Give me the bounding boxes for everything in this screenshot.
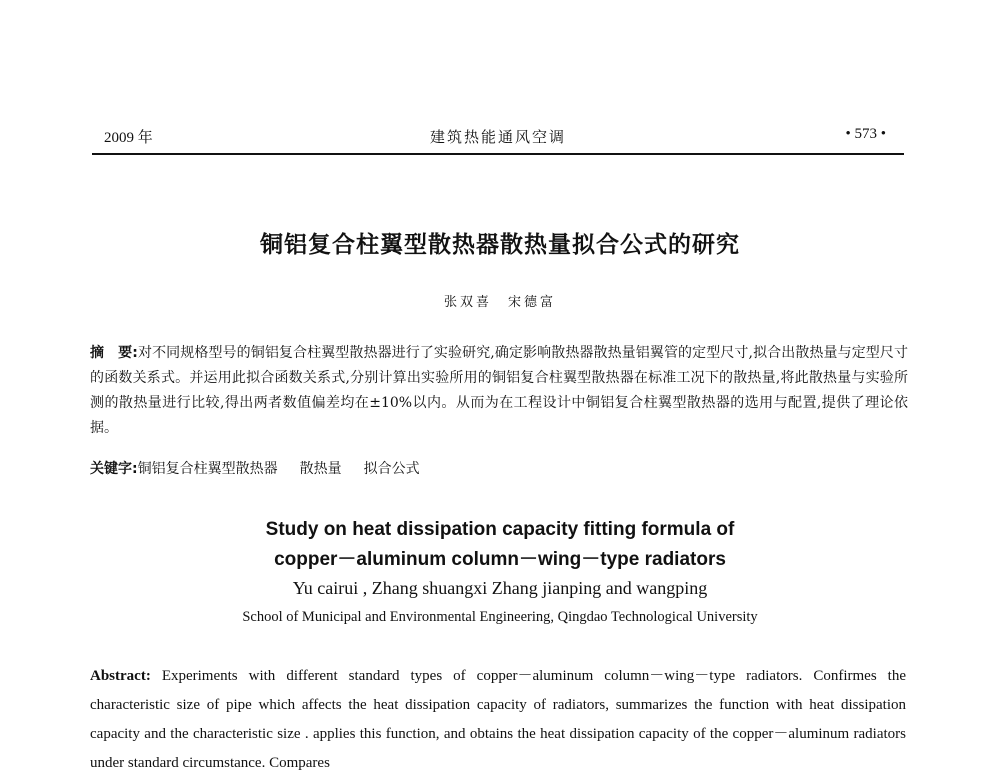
abstract-chinese-text: 对不同规格型号的铜铝复合柱翼型散热器进行了实验研究,确定影响散热器散热量铝翼管的定型尺寸,拟合出散热量与定型尺寸的函数关系式。并运用此拟合函数关系式,分别计算出实验所用的铜铝复合柱翼型散热器在标准工况下的散热量,将此散热量与实验所测的散热量进行比较,得出两者数值偏差均在±10%以内。从而为在工程设计中铜铝复合柱翼型散热器的选用与配置,提供了理论依据。 bbox=[90, 345, 908, 436]
running-header bbox=[92, 126, 904, 150]
authors-english: Yu cairui , Zhang shuangxi Zhang jianping and wangping bbox=[292, 578, 708, 598]
authors-chinese: 张双喜 宋德富 bbox=[443, 295, 556, 310]
abstract-english-text: Experiments with different standard types of copper－aluminum column－wing－type radiators. Confirmes the characteristic size of pipe which affects the heat dissipation capacity of radiators, summarizes the function with heat dissipation capacity and the characteristic size . applies this function, and obtains the heat dissipation capacity of the copper－aluminum radiators under standard circumstance. Compares bbox=[90, 668, 906, 771]
abstract-chinese bbox=[90, 341, 908, 441]
keyword-item: 拟合公式 bbox=[363, 461, 420, 477]
header-journal-name: 建筑热能通风空调 bbox=[429, 128, 566, 146]
header-rule bbox=[92, 153, 904, 155]
title-english-line-2: copper－aluminum column－wing－type radiators bbox=[274, 549, 726, 570]
affiliation-english: School of Municipal and Environmental Engineering, Qingdao Technological University bbox=[242, 609, 758, 625]
abstract-english bbox=[90, 662, 906, 778]
title-english bbox=[0, 515, 1000, 575]
keywords-chinese bbox=[90, 458, 908, 478]
abstract-english-label: Abstract: bbox=[90, 668, 151, 684]
keywords-label: 关键字: bbox=[90, 461, 138, 477]
title-chinese: 铜铝复合柱翼型散热器散热量拟合公式的研究 bbox=[260, 232, 740, 258]
title-english-line-1: Study on heat dissipation capacity fitting formula of bbox=[265, 519, 735, 540]
header-year: 2009 年 bbox=[104, 130, 153, 146]
header-page-number: • 573 • bbox=[845, 126, 886, 142]
abstract-chinese-label: 摘 要: bbox=[90, 345, 138, 361]
keyword-item: 铜铝复合柱翼型散热器 bbox=[137, 461, 278, 477]
keyword-item: 散热量 bbox=[299, 461, 342, 477]
